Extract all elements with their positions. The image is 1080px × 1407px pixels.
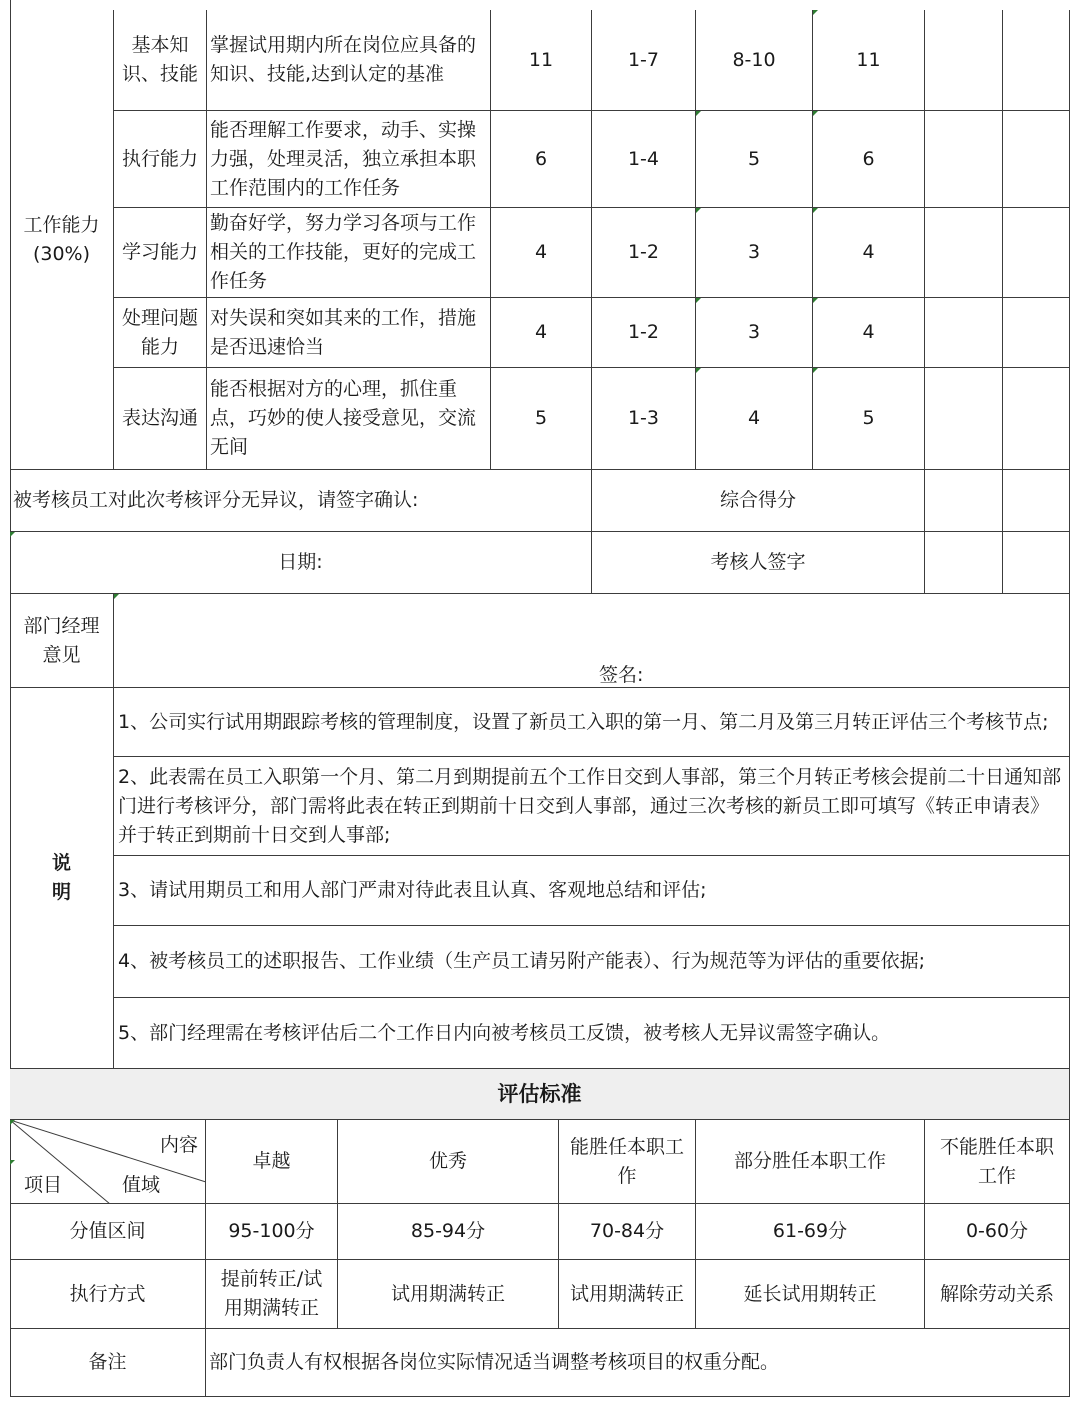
note-text: 3、请试用期员工和用人部门严肃对待此表且认真、客观地总结和评估; (118, 879, 707, 901)
note-text: 2、此表需在员工入职第一个月、第二月到期提前五个工作日交到人事部，第三个月转正考核会提前二十日通知部门进行考核评分，部门需将此表在转正到期前十日交到人事部，通过三次考核的新员工即可填写《转正申请表》并于转正到期前十日交到人事部; (118, 765, 1062, 846)
notes-label: 说明 (51, 852, 71, 903)
level-label: 卓越 (252, 1150, 291, 1172)
empty-cell[interactable] (925, 368, 1003, 470)
range-value: 1-7 (627, 48, 660, 71)
score-range-value: 85-94分 (410, 1220, 486, 1242)
score-value: 5 (862, 407, 875, 429)
cell-marker (10, 1160, 15, 1165)
manager-label-cell (10, 594, 114, 688)
assessor-sign-input[interactable] (925, 532, 1003, 594)
manager-sign-label: 签名: (599, 664, 644, 686)
ability-desc: 能否理解工作要求，动手、实操力强，处理灵活，独立承担本职工作范围内的工作任务 (210, 118, 477, 199)
full-score-value: 4 (534, 241, 548, 263)
cell-marker (696, 111, 701, 116)
mid-value: 5 (747, 147, 761, 170)
score-value: 6 (862, 147, 875, 170)
ability-range (592, 111, 696, 208)
ability-desc: 勤奋好学，努力学习各项与工作相关的工作技能，更好的完成工作任务 (210, 212, 477, 292)
note-text: 5、部门经理需在考核评估后二个工作日内向被考核员工反馈，被考核人无异议需签字确认。 (118, 1021, 891, 1044)
ability-item-cell (114, 111, 207, 208)
action-row-label-cell (10, 1260, 206, 1329)
level-header (206, 1120, 338, 1204)
action-method-value: 试用期满转正 (390, 1282, 505, 1305)
ability-score[interactable] (813, 368, 925, 470)
employee-confirm-cell[interactable] (10, 470, 592, 532)
date-cell[interactable] (10, 532, 592, 594)
ability-item: 学习能力 (121, 241, 198, 263)
score-range-value: 0-60分 (965, 1220, 1029, 1242)
empty-cell[interactable] (925, 10, 1003, 111)
manager-opinion-label: 部门经理意见 (23, 614, 100, 666)
mid-value: 3 (747, 321, 761, 343)
ability-range (592, 298, 696, 368)
ability-mid (696, 368, 813, 470)
cell-marker (696, 368, 701, 373)
level-label: 优秀 (428, 1150, 467, 1172)
level-header (559, 1120, 696, 1204)
score-value: 4 (862, 241, 875, 263)
remark-value: 部门负责人有权根据各岗位实际情况适当调整考核项目的权重分配。 (209, 1351, 780, 1373)
empty-cell[interactable] (925, 111, 1003, 208)
corner-value-label: 值域 (122, 1174, 161, 1196)
ability-desc-cell (207, 298, 491, 368)
ability-full-score (491, 111, 592, 208)
note-item (114, 998, 1070, 1069)
range-value: 1-2 (627, 321, 660, 343)
empty-cell[interactable] (925, 208, 1003, 298)
score-range-value: 61-69分 (772, 1220, 848, 1242)
ability-desc: 掌握试用期内所在岗位应具备的知识、技能,达到认定的基准 (210, 34, 477, 85)
ability-score[interactable] (813, 208, 925, 298)
action-method (559, 1260, 696, 1329)
standards-title-cell (10, 1069, 1070, 1120)
ability-full-score (491, 298, 592, 368)
assessor-sign-label: 考核人签字 (710, 551, 806, 573)
score-row-label-cell (10, 1204, 206, 1260)
level-label: 能胜任本职工作 (569, 1135, 684, 1187)
empty-cell[interactable] (1003, 470, 1070, 532)
note-text: 4、被考核员工的述职报告、工作业绩（生产员工请另附产能表）、行为规范等为评估的重要依据; (118, 950, 925, 972)
ability-score[interactable] (813, 10, 925, 111)
ability-full-score (491, 368, 592, 470)
range-value: 1-2 (627, 241, 660, 263)
cell-marker (813, 111, 818, 116)
remark-label: 备注 (88, 1351, 127, 1373)
ability-desc-cell (207, 208, 491, 298)
full-score-value: 6 (534, 147, 548, 170)
score-range (696, 1204, 925, 1260)
empty-cell[interactable] (1003, 532, 1070, 594)
ability-item-cell (114, 368, 207, 470)
note-item (114, 757, 1070, 856)
ability-full-score (491, 208, 592, 298)
notes-label-cell (10, 688, 114, 1069)
cell-marker (696, 298, 701, 303)
level-header (338, 1120, 559, 1204)
note-item (114, 688, 1070, 757)
cell-marker (10, 1120, 15, 1125)
ability-mid (696, 298, 813, 368)
action-row-label: 执行方式 (69, 1282, 146, 1305)
action-method (338, 1260, 559, 1329)
corner-content-label: 内容 (160, 1134, 199, 1156)
remark-value-cell (206, 1329, 1070, 1397)
ability-category: 工作能力 (23, 213, 100, 236)
ability-desc-cell (207, 368, 491, 470)
action-method-value: 提前转正/试用期满转正 (220, 1268, 323, 1319)
ability-desc-cell (207, 111, 491, 208)
note-text: 1、公司实行试用期跟踪考核的管理制度，设置了新员工入职的第一月、第二月及第三月转正评估三个考核节点; (118, 710, 1049, 733)
corner-project-label: 项目 (24, 1174, 63, 1196)
score-value: 11 (856, 48, 881, 71)
ability-full-score (491, 10, 592, 111)
level-label: 部分胜任本职工作 (733, 1150, 886, 1172)
corner-labels (10, 1120, 206, 1204)
date-label: 日期: (278, 551, 323, 573)
full-score-value: 5 (534, 407, 548, 429)
remark-label-cell (10, 1329, 206, 1397)
cell-marker (10, 532, 15, 537)
ability-desc: 能否根据对方的心理，抓住重点，巧妙的使人接受意见，交流无间 (210, 378, 477, 458)
standards-title: 评估标准 (497, 1081, 582, 1106)
level-label: 不能胜任本职工作 (939, 1135, 1054, 1187)
mid-value: 3 (747, 241, 761, 263)
ability-mid (696, 111, 813, 208)
score-range-value: 95-100分 (228, 1220, 315, 1242)
ability-item: 执行能力 (121, 147, 198, 170)
total-score-label-cell (592, 470, 925, 532)
level-header (925, 1120, 1070, 1204)
cell-marker (813, 10, 818, 15)
empty-cell[interactable] (1003, 208, 1070, 298)
ability-category-cell (10, 10, 114, 470)
ability-desc-cell (207, 10, 491, 111)
ability-weight: (30%) (32, 242, 91, 265)
score-value: 4 (862, 321, 875, 343)
ability-score[interactable] (813, 298, 925, 368)
cell-marker (813, 368, 818, 373)
level-header (696, 1120, 925, 1204)
cell-marker (696, 208, 701, 213)
assessor-label-cell (592, 532, 925, 594)
mid-value: 8-10 (732, 48, 776, 71)
action-method-value: 试用期满转正 (569, 1282, 684, 1305)
cell-marker (813, 208, 818, 213)
score-range-value: 70-84分 (589, 1220, 665, 1242)
note-item (114, 856, 1070, 926)
ability-mid (696, 10, 813, 111)
score-range (925, 1204, 1070, 1260)
note-item (114, 926, 1070, 998)
action-method-value: 延长试用期转正 (743, 1282, 877, 1305)
cell-marker (114, 594, 119, 599)
action-method-value: 解除劳动关系 (939, 1282, 1054, 1305)
ability-desc: 对失误和突如其来的工作，措施是否迅速恰当 (210, 306, 477, 358)
empty-cell[interactable] (1003, 298, 1070, 368)
ability-range (592, 208, 696, 298)
score-range (559, 1204, 696, 1260)
ability-item: 处理问题能力 (121, 306, 198, 358)
action-method (696, 1260, 925, 1329)
ability-item-cell (114, 208, 207, 298)
manager-opinion-input[interactable] (114, 594, 1070, 688)
empty-cell[interactable] (1003, 111, 1070, 208)
score-range (338, 1204, 559, 1260)
empty-cell[interactable] (1003, 10, 1070, 111)
ability-range (592, 10, 696, 111)
ability-range (592, 368, 696, 470)
ability-score[interactable] (813, 111, 925, 208)
action-method (206, 1260, 338, 1329)
employee-confirm-text: 被考核员工对此次考核评分无异议，请签字确认: (13, 489, 419, 511)
ability-mid (696, 208, 813, 298)
cell-marker (813, 298, 818, 303)
empty-cell[interactable] (925, 298, 1003, 368)
ability-item: 基本知识、技能 (121, 34, 198, 85)
action-method (925, 1260, 1070, 1329)
score-range (206, 1204, 338, 1260)
empty-cell[interactable] (1003, 368, 1070, 470)
ability-item: 表达沟通 (121, 407, 198, 429)
range-value: 1-3 (627, 407, 660, 429)
range-value: 1-4 (627, 147, 660, 170)
full-score-value: 11 (528, 48, 554, 71)
full-score-value: 4 (534, 321, 548, 343)
total-score-label: 综合得分 (719, 489, 796, 511)
ability-item-cell (114, 10, 207, 111)
total-score-input[interactable] (925, 470, 1003, 532)
score-row-label: 分值区间 (69, 1220, 146, 1242)
mid-value: 4 (747, 407, 761, 429)
ability-item-cell (114, 298, 207, 368)
